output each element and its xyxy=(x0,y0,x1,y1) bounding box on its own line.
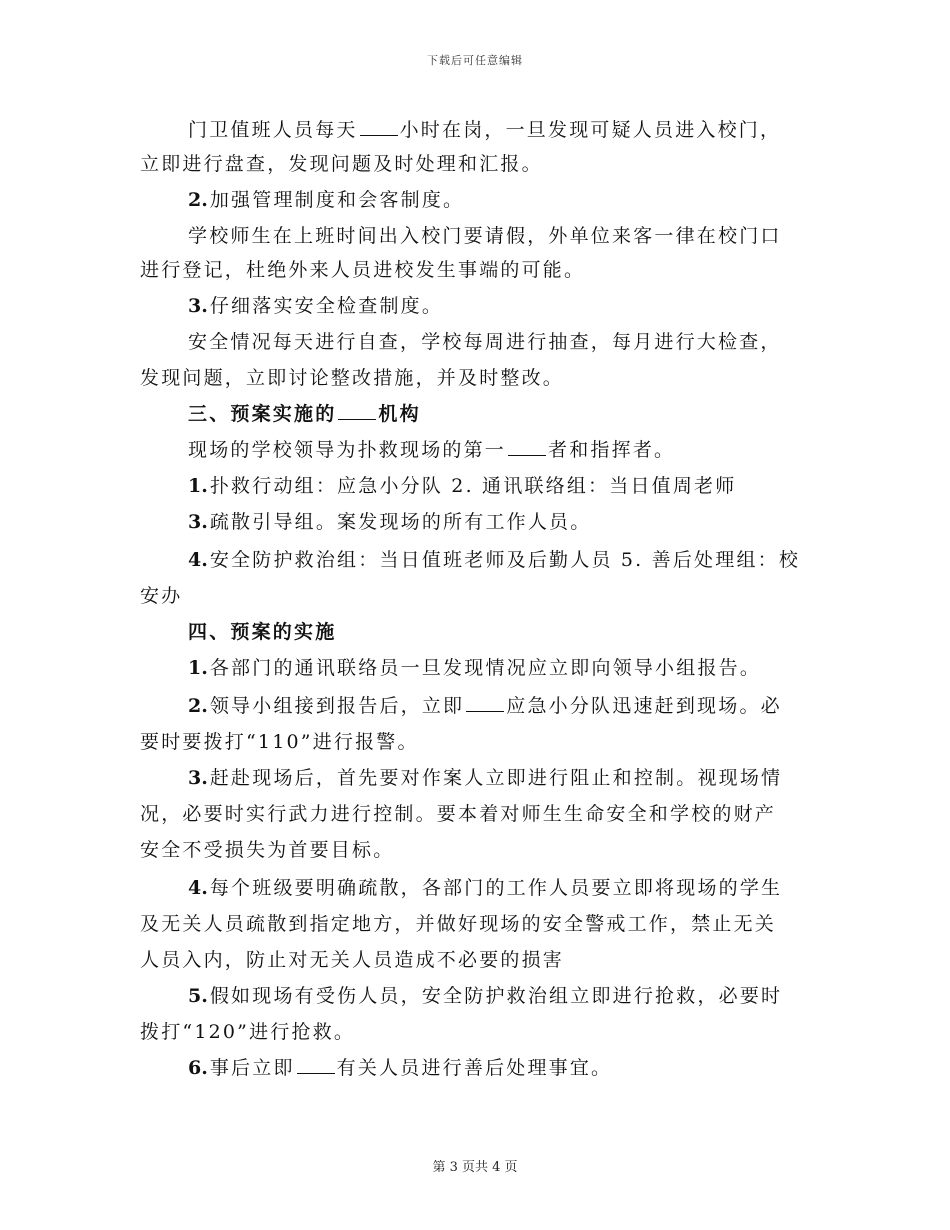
text-line xyxy=(188,222,782,250)
text-line xyxy=(188,116,781,144)
line-text: 三、预案实施的 xyxy=(188,403,337,425)
line-text: 各部门的通讯联络员一旦发现情况应立即向领导小组报告。 xyxy=(209,657,762,679)
item-number: 1. xyxy=(188,657,208,679)
text-line xyxy=(140,728,419,756)
line-text-continued: 者和指挥者。 xyxy=(548,439,676,461)
text-line xyxy=(140,364,564,392)
text-line xyxy=(188,400,421,428)
line-text: 加强管理制度和会客制度。 xyxy=(209,189,465,211)
line-text: 安办 xyxy=(140,585,183,607)
item-number: 1. xyxy=(188,475,208,497)
text-line xyxy=(188,618,336,646)
line-text: 学校师生在上班时间出入校门要请假，外单位来客一律在校门口 xyxy=(188,225,782,247)
text-line xyxy=(188,764,782,792)
item-number: 2. xyxy=(188,189,208,211)
fill-in-blank xyxy=(508,437,546,456)
line-text: 领导小组接到报告后，立即 xyxy=(209,695,465,717)
line-text: 疏散引导组。案发现场的所有工作人员。 xyxy=(209,511,592,533)
item-number: 2. xyxy=(188,695,208,717)
text-line xyxy=(140,256,585,284)
fill-in-blank xyxy=(466,693,504,712)
line-text-continued: 有关人员进行善后处理事宜。 xyxy=(336,1057,613,1079)
line-text: 及无关人员疏散到指定地方，并做好现场的安全警戒工作，禁止无关 xyxy=(140,913,777,935)
text-line xyxy=(140,910,776,938)
line-text: 人员入内，防止对无关人员造成不必要的损害 xyxy=(140,949,565,971)
line-text: 进行登记，杜绝外来人员进校发生事端的可能。 xyxy=(140,259,586,281)
item-number: 4. xyxy=(188,877,208,899)
line-text: 赶赴现场后，首先要对作案人立即进行阻止和控制。视现场情 xyxy=(209,767,783,789)
text-line xyxy=(140,150,543,178)
text-line xyxy=(140,1018,355,1046)
line-text: 安全防护救治组：当日值班老师及后勤人员 5. 善后处理组：校 xyxy=(209,549,801,571)
text-line xyxy=(188,436,675,464)
page-header: 下载后可任意编辑 xyxy=(427,54,523,67)
fill-in-blank xyxy=(360,117,398,136)
text-line xyxy=(140,582,182,610)
line-text: 四、预案的实施 xyxy=(188,621,337,643)
text-line xyxy=(188,1054,612,1082)
text-line xyxy=(188,186,464,214)
item-number: 6. xyxy=(188,1057,208,1079)
fill-in-blank xyxy=(297,1055,335,1074)
item-number: 3. xyxy=(188,767,208,789)
text-line xyxy=(140,946,564,974)
line-text: 每个班级要明确疏散，各部门的工作人员要立即将现场的学生 xyxy=(209,877,783,899)
text-line xyxy=(140,836,394,864)
text-line xyxy=(188,982,782,1010)
line-text: 假如现场有受伤人员，安全防护救治组立即进行抢救，必要时 xyxy=(209,985,783,1007)
line-text-continued: 机构 xyxy=(378,403,421,425)
text-line xyxy=(188,328,782,356)
line-text: 门卫值班人员每天 xyxy=(188,119,358,141)
item-number: 3. xyxy=(188,511,208,533)
line-text: 立即进行盘查，发现问题及时处理和汇报。 xyxy=(140,153,543,175)
line-text: 安全情况每天进行自查，学校每周进行抽查，每月进行大检查， xyxy=(188,331,782,353)
page-footer: 第 3 页共 4 页 xyxy=(432,1160,518,1175)
line-text: 拨打“120”进行抢救。 xyxy=(140,1021,356,1043)
item-number: 3. xyxy=(188,295,208,317)
line-text-continued: 小时在岗，一旦发现可疑人员进入校门， xyxy=(399,119,782,141)
line-text: 发现问题，立即讨论整改措施，并及时整改。 xyxy=(140,367,565,389)
text-line xyxy=(140,800,776,828)
line-text: 况，必要时实行武力进行控制。要本着对师生生命安全和学校的财产 xyxy=(140,803,777,825)
text-line xyxy=(188,508,591,536)
line-text: 安全不受损失为首要目标。 xyxy=(140,839,395,861)
text-line xyxy=(188,874,782,902)
text-line xyxy=(188,546,800,574)
fill-in-blank xyxy=(338,401,376,420)
text-line xyxy=(188,692,782,720)
item-number: 5. xyxy=(188,985,208,1007)
line-text: 事后立即 xyxy=(209,1057,295,1079)
line-text: 仔细落实安全检查制度。 xyxy=(209,295,444,317)
text-line xyxy=(188,292,443,320)
line-text-continued: 应急小分队迅速赶到现场。必 xyxy=(506,695,782,717)
line-text: 扑救行动组：应急小分队 2. 通讯联络组：当日值周老师 xyxy=(209,475,737,497)
line-text: 要时要拨打“110”进行报警。 xyxy=(140,731,419,753)
text-line xyxy=(188,654,761,682)
item-number: 4. xyxy=(188,549,208,571)
text-line xyxy=(188,472,736,500)
line-text: 现场的学校领导为扑救现场的第一 xyxy=(188,439,507,461)
